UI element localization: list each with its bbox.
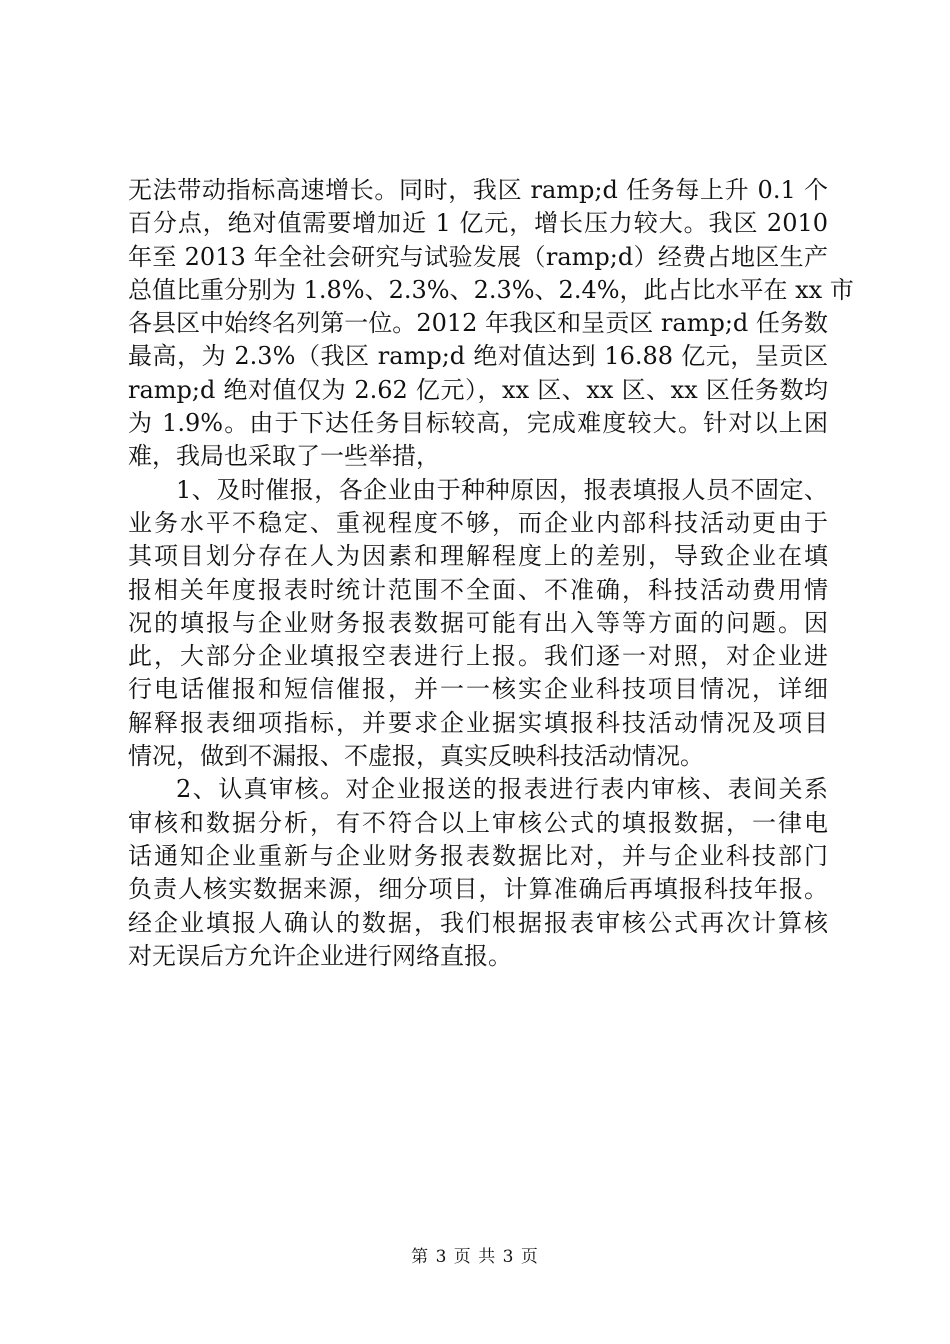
- page-number-footer: 第 3 页 共 3 页: [411, 1247, 539, 1267]
- paragraph-item-2: [128, 773, 828, 973]
- text-line: 总值比重分别为 1.8%、2.3%、2.3%、2.4%，此占比水平在 xx 市: [128, 275, 854, 304]
- text-line: 行电话催报和短信催报，并一一核实企业科技项目情况，详细: [128, 675, 828, 704]
- text-line: 无法带动指标高速增长。同时，我区 ramp;d 任务每上升 0.1 个: [128, 176, 828, 204]
- text-line: 话通知企业重新与企业财务报表数据比对，并与企业科技部门: [128, 841, 828, 870]
- text-line: 年至 2013 年全社会研究与试验发展（ramp;d）经费占地区生产: [128, 242, 828, 271]
- text-line: 为 1.9%。由于下达任务目标较高，完成难度较大。针对以上困: [128, 409, 828, 438]
- text-line: 2、认真审核。对企业报送的报表进行表内审核、表间关系: [176, 775, 828, 804]
- text-line: 经企业填报人确认的数据，我们根据报表审核公式再次计算核: [128, 908, 828, 937]
- text-line: 此，大部分企业填报空表进行上报。我们逐一对照，对企业进: [128, 642, 828, 671]
- text-line: 对无误后方允许企业进行网络直报。: [128, 941, 512, 970]
- text-line: 审核和数据分析，有不符合以上审核公式的填报数据，一律电: [128, 808, 828, 837]
- text-line: 负责人核实数据来源，细分项目，计算准确后再填报科技年报。: [128, 875, 828, 904]
- text-line: ramp;d 绝对值仅为 2.62 亿元），xx 区、xx 区、xx 区任务数均: [128, 375, 828, 404]
- text-line: 况的填报与企业财务报表数据可能有出入等等方面的问题。因: [128, 608, 828, 637]
- text-line: 情况，做到不漏报、不虚报，真实反映科技活动情况。: [128, 742, 704, 771]
- paragraph-intro: [128, 174, 854, 474]
- document-body: [128, 174, 854, 973]
- text-line: 报相关年度报表时统计范围不全面、不准确，科技活动费用情: [128, 575, 828, 604]
- text-line: 业务水平不稳定、重视程度不够，而企业内部科技活动更由于: [128, 508, 828, 537]
- text-line: 最高，为 2.3%（我区 ramp;d 绝对值达到 16.88 亿元，呈贡区: [128, 342, 828, 371]
- paragraph-item-1: [128, 474, 828, 774]
- text-line: 解释报表细项指标，并要求企业据实填报科技活动情况及项目: [128, 708, 828, 737]
- text-line: 难，我局也采取了一些举措，: [128, 442, 440, 471]
- text-line: 其项目划分存在人为因素和理解程度上的差别，导致企业在填: [128, 542, 828, 571]
- text-line: 各县区中始终名列第一位。2012 年我区和呈贡区 ramp;d 任务数: [128, 309, 828, 338]
- text-line: 1、及时催报，各企业由于种种原因，报表填报人员不固定、: [176, 475, 828, 504]
- text-line: 百分点，绝对值需要增加近 1 亿元，增长压力较大。我区 2010: [128, 209, 828, 238]
